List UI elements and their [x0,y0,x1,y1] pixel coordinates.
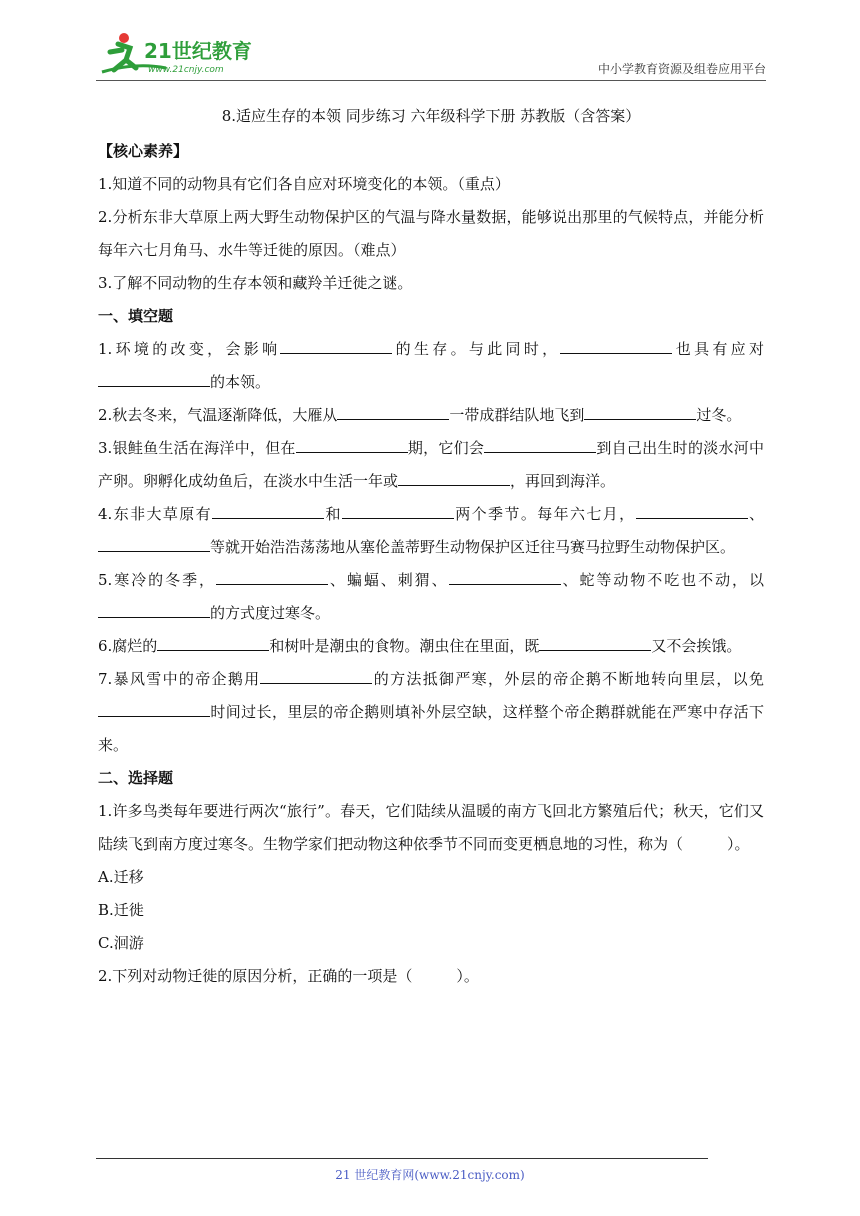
answer-blank[interactable] [539,636,651,651]
choice-question-1: 1.许多鸟类每年要进行两次“旅行”。春天，它们陆续从温暖的南方飞回北方繁殖后代；秋天，它们又陆续飞到南方度过寒冬。生物学家们把动物这种依季节不同而变更栖息地的习性，称为（ ）。 [98,802,764,853]
fill-heading: 一、填空题 [98,307,174,325]
answer-blank[interactable] [216,570,328,585]
answer-blank[interactable] [212,504,324,519]
fill-question-6: 6.腐烂的 和树叶是潮虫的食物。潮虫住在里面，既 又不会挨饿。 [98,637,742,655]
choice-question-2: 2.下列对动物迁徙的原因分析，正确的一项是（ ）。 [98,967,479,985]
logo-title: 21世纪教育 [144,39,252,63]
answer-blank[interactable] [636,504,748,519]
option-a[interactable]: A.迁移 [98,868,144,886]
footer-divider [96,1158,708,1159]
answer-blank[interactable] [342,504,454,519]
platform-name: 中小学教育资源及组卷应用平台 [597,62,766,76]
answer-blank[interactable] [398,471,510,486]
document-title: 8.适应生存的本领 同步练习 六年级科学下册 苏教版（含答案） [221,107,641,125]
core-item-2: 2.分析东非大草原上两大野生动物保护区的气温与降水量数据，能够说出那里的气候特点，并能分析每年六七月角马、水牛等迁徙的原因。（难点） [98,208,764,259]
answer-blank[interactable] [98,537,210,552]
choice-heading: 二、选择题 [98,769,174,787]
fill-question-1: 1.环境的改变，会影响 的生存。与此同时， 也具有应对的本领。 [98,340,764,391]
answer-blank[interactable] [560,339,672,354]
document-body [98,100,764,993]
fill-question-5: 5.寒冷的冬季， 、蝙蝠、刺猬、 、蛇等动物不吃也不动，以的方式度过寒冬。 [98,571,764,622]
answer-blank[interactable] [98,372,210,387]
answer-blank[interactable] [449,570,561,585]
core-item-1: 1.知道不同的动物具有它们各自应对环境变化的本领。（重点） [98,175,510,193]
logo-url: www.21cnjy.com [148,65,224,75]
answer-blank[interactable] [157,636,269,651]
fill-question-7: 7.暴风雪中的帝企鹅用 的方法抵御严寒，外层的帝企鹅不断地转向里层，以免时间过长，里层的帝企鹅则填补外层空缺，这样整个帝企鹅群就能在严寒中存活下来。 [98,670,764,754]
fill-question-4: 4.东非大草原有 和 两个季节。每年六七月， 、等就开始浩浩荡荡地从塞伦盖蒂野生动物保护区迁往马赛马拉野生动物保护区。 [98,505,764,556]
answer-blank[interactable] [280,339,392,354]
option-c[interactable]: C.洄游 [98,934,144,952]
option-b[interactable]: B.迁徙 [98,901,144,919]
fill-question-2: 2.秋去冬来，气温逐渐降低，大雁从 一带成群结队地飞到 过冬。 [98,406,742,424]
answer-blank[interactable] [260,669,372,684]
header-divider [96,80,766,81]
core-item-3: 3.了解不同动物的生存本领和藏羚羊迁徙之谜。 [98,274,413,292]
answer-blank[interactable] [98,603,210,618]
fill-question-3: 3.银鲑鱼生活在海洋中，但在 期，它们会 到自己出生时的淡水河中产卵。卵孵化成幼鱼后，在淡水中生活一年或 ，再回到海洋。 [98,439,764,490]
answer-blank[interactable] [296,438,408,453]
answer-blank[interactable] [584,405,696,420]
answer-blank[interactable] [98,702,210,717]
footer-text: 21 世纪教育网(www.21cnjy.com) [335,1168,525,1182]
page-header [96,28,766,80]
answer-blank[interactable] [484,438,596,453]
logo [96,28,296,80]
core-heading: 【核心素养】 [98,142,189,160]
answer-blank[interactable] [337,405,449,420]
